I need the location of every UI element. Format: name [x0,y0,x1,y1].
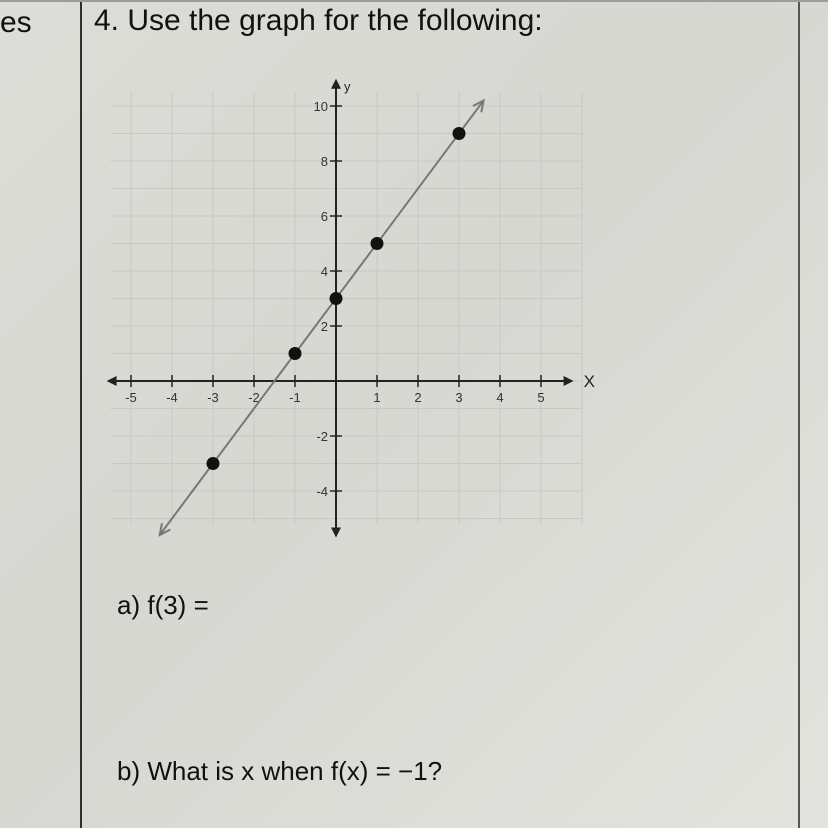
question-title: 4. Use the graph for the following: [94,4,543,37]
y-tick-label: 4 [320,264,328,279]
x-tick-label: -2 [248,390,260,405]
question-b: b) What is x when f(x) = −1? [117,756,443,786]
question-a: a) f(3) = [117,590,209,620]
y-tick-label: 6 [320,209,328,224]
data-point [207,457,220,470]
y-axis-arrow-up [331,79,341,89]
x-tick-label: -5 [125,390,137,405]
y-tick-label: 2 [320,319,328,334]
y-axis-label: y [344,78,351,94]
x-tick-label: 4 [496,390,504,405]
y-tick-label: -2 [316,429,328,444]
x-tick-label: -4 [166,390,178,405]
data-point [330,292,343,305]
x-tick-label: -3 [207,390,219,405]
x-tick-label: 2 [414,390,422,405]
data-point [371,237,384,250]
x-tick-label: -1 [289,390,301,405]
x-tick-label: 3 [455,390,463,405]
x-axis-arrow-right [564,376,574,386]
y-tick-label: 8 [320,154,328,169]
left-column-text: es [0,6,32,39]
data-point [289,347,302,360]
x-axis-arrow-left [107,376,117,386]
x-axis-label: X [583,372,595,391]
y-tick-label: -4 [316,484,328,499]
y-axis-arrow-down [331,528,341,538]
x-tick-label: 1 [373,390,381,405]
data-point [453,127,466,140]
y-tick-label: 10 [313,99,328,114]
x-tick-label: 5 [537,390,545,405]
